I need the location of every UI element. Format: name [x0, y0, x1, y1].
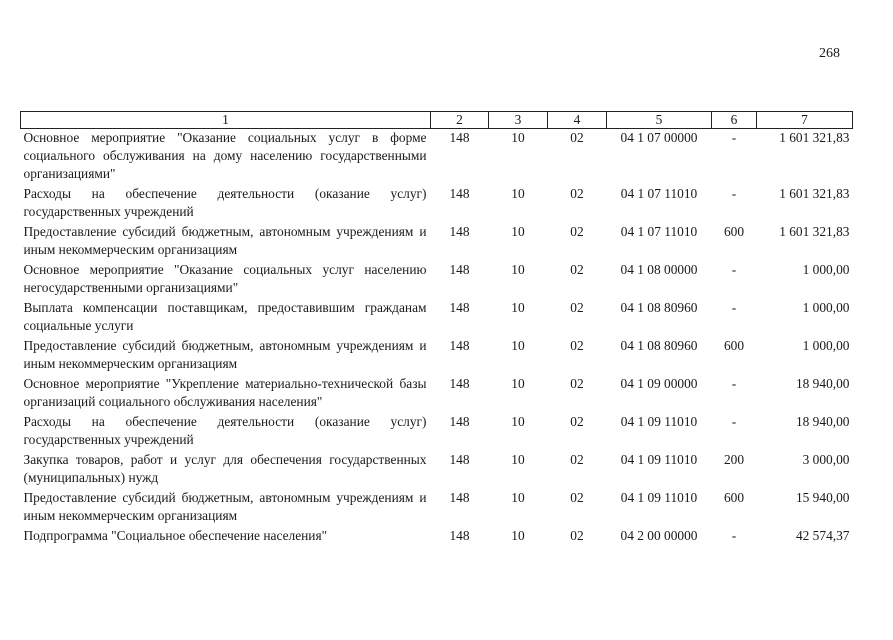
row-grbs-code: 148 — [449, 186, 470, 201]
row-amount: 42 574,37 — [795, 528, 850, 543]
row-section-code: 10 — [511, 338, 525, 353]
row-amount: 18 940,00 — [795, 414, 850, 429]
page-number: 268 — [819, 46, 840, 61]
row-grbs-code: 148 — [449, 300, 470, 315]
table-row — [21, 337, 853, 375]
row-subsection-code: 02 — [570, 224, 584, 239]
row-section-code: 10 — [511, 528, 525, 543]
header-col-4: 4 — [548, 112, 607, 129]
row-target-article-code: 04 1 07 00000 — [620, 130, 698, 145]
header-col-6: 6 — [712, 112, 757, 129]
row-description: Подпрограмма "Социальное обеспечение населения" — [23, 528, 328, 543]
row-subsection-code: 02 — [570, 130, 584, 145]
row-subsection-code: 02 — [570, 414, 584, 429]
header-col-5: 5 — [607, 112, 712, 129]
table-row — [21, 413, 853, 451]
row-target-article-code: 04 1 08 80960 — [620, 338, 698, 353]
table-header-row — [21, 112, 853, 129]
table-row — [21, 527, 853, 547]
row-target-article-code: 04 1 07 11010 — [620, 186, 698, 201]
row-amount: 1 000,00 — [802, 262, 850, 277]
row-grbs-code: 148 — [449, 452, 470, 467]
row-description: Расходы на обеспечение деятельности (оказание услуг) государственных учреждений — [23, 186, 427, 219]
row-expense-type-code: - — [731, 186, 737, 201]
row-target-article-code: 04 1 08 80960 — [620, 300, 698, 315]
row-amount: 1 601 321,83 — [779, 224, 850, 239]
row-grbs-code: 148 — [449, 224, 470, 239]
budget-table — [20, 111, 853, 547]
row-section-code: 10 — [511, 186, 525, 201]
row-description: Основное мероприятие "Оказание социальных услуг населению негосударственными организациями" — [23, 262, 427, 295]
row-amount: 1 601 321,83 — [779, 186, 850, 201]
row-subsection-code: 02 — [570, 490, 584, 505]
row-subsection-code: 02 — [570, 528, 584, 543]
row-description: Основное мероприятие "Оказание социальных услуг в форме социального обслуживания на дому населению государственными организациями" — [23, 130, 427, 181]
row-amount: 1 601 321,83 — [779, 130, 850, 145]
row-expense-type-code: - — [731, 376, 737, 391]
row-expense-type-code: - — [731, 262, 737, 277]
row-grbs-code: 148 — [449, 414, 470, 429]
row-section-code: 10 — [511, 224, 525, 239]
row-target-article-code: 04 2 00 00000 — [620, 528, 698, 543]
header-col-2: 2 — [431, 112, 489, 129]
row-subsection-code: 02 — [570, 300, 584, 315]
row-description: Основное мероприятие "Укрепление материально-технической базы организаций социального обслуживания населения" — [23, 376, 427, 409]
row-section-code: 10 — [511, 130, 525, 145]
row-grbs-code: 148 — [449, 262, 470, 277]
row-expense-type-code: 600 — [723, 490, 745, 505]
row-amount: 15 940,00 — [795, 490, 850, 505]
row-description: Выплата компенсации поставщикам, предоставившим гражданам социальные услуги — [23, 300, 427, 333]
table-row — [21, 185, 853, 223]
table-row — [21, 223, 853, 261]
row-target-article-code: 04 1 09 11010 — [620, 490, 698, 505]
row-section-code: 10 — [511, 452, 525, 467]
row-subsection-code: 02 — [570, 452, 584, 467]
row-expense-type-code: - — [731, 300, 737, 315]
row-section-code: 10 — [511, 376, 525, 391]
row-subsection-code: 02 — [570, 338, 584, 353]
row-description: Расходы на обеспечение деятельности (оказание услуг) государственных учреждений — [23, 414, 427, 447]
row-amount: 1 000,00 — [802, 338, 850, 353]
row-expense-type-code: - — [731, 414, 737, 429]
row-subsection-code: 02 — [570, 186, 584, 201]
table-row — [21, 299, 853, 337]
row-expense-type-code: - — [731, 130, 737, 145]
row-section-code: 10 — [511, 490, 525, 505]
row-target-article-code: 04 1 09 11010 — [620, 452, 698, 467]
table-row — [21, 261, 853, 299]
row-description: Закупка товаров, работ и услуг для обеспечения государственных (муниципальных) нужд — [23, 452, 427, 485]
table-row — [21, 451, 853, 489]
row-target-article-code: 04 1 09 11010 — [620, 414, 698, 429]
header-col-3: 3 — [489, 112, 548, 129]
row-amount: 18 940,00 — [795, 376, 850, 391]
row-target-article-code: 04 1 08 00000 — [620, 262, 698, 277]
header-col-7: 7 — [757, 112, 853, 129]
row-grbs-code: 148 — [449, 528, 470, 543]
row-expense-type-code: 600 — [723, 338, 745, 353]
row-target-article-code: 04 1 09 00000 — [620, 376, 698, 391]
row-subsection-code: 02 — [570, 376, 584, 391]
row-section-code: 10 — [511, 262, 525, 277]
header-col-1: 1 — [21, 112, 431, 129]
row-description: Предоставление субсидий бюджетным, автономным учреждениям и иным некоммерческим организациям — [23, 490, 427, 523]
row-description: Предоставление субсидий бюджетным, автономным учреждениям и иным некоммерческим организациям — [23, 338, 427, 371]
row-subsection-code: 02 — [570, 262, 584, 277]
row-section-code: 10 — [511, 414, 525, 429]
row-grbs-code: 148 — [449, 376, 470, 391]
row-expense-type-code: 600 — [723, 224, 745, 239]
row-grbs-code: 148 — [449, 130, 470, 145]
row-section-code: 10 — [511, 300, 525, 315]
table-body — [21, 129, 853, 548]
row-grbs-code: 148 — [449, 490, 470, 505]
table-row — [21, 489, 853, 527]
table-row — [21, 375, 853, 413]
row-description: Предоставление субсидий бюджетным, автономным учреждениям и иным некоммерческим организациям — [23, 224, 427, 257]
row-amount: 3 000,00 — [802, 452, 850, 467]
row-grbs-code: 148 — [449, 338, 470, 353]
row-target-article-code: 04 1 07 11010 — [620, 224, 698, 239]
row-expense-type-code: 200 — [723, 452, 745, 467]
row-amount: 1 000,00 — [802, 300, 850, 315]
row-expense-type-code: - — [731, 528, 737, 543]
table-row — [21, 129, 853, 186]
